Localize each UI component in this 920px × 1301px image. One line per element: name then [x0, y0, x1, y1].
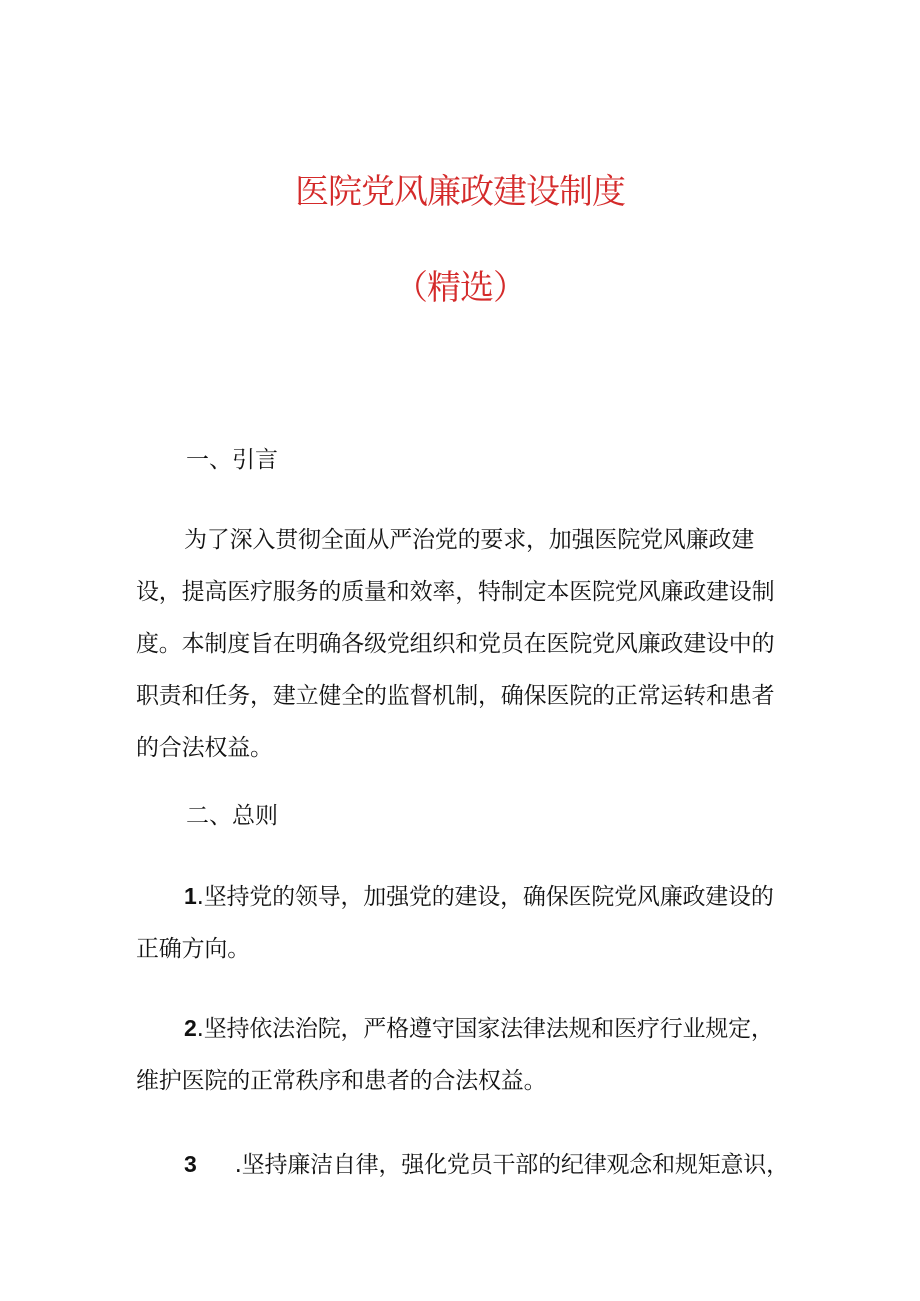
principle-item-number: 1 — [184, 883, 197, 909]
section-heading-introduction: 一、引言 — [186, 447, 278, 473]
document-title: 医院党风廉政建设制度 — [295, 172, 625, 212]
document-subtitle: （精选） — [394, 268, 526, 308]
principle-item-2 — [136, 1002, 796, 1107]
principle-item-text: .坚持党的领导，加强党的建设，确保医院党风廉政建设的正确方向。 — [136, 884, 774, 962]
section-heading-general-principles: 二、总则 — [186, 803, 278, 829]
principle-item-text: .坚持廉洁自律，强化党员干部的纪律观念和规矩意识， — [234, 1152, 789, 1178]
principle-item-text: .坚持依法治院，严格遵守国家法律法规和医疗行业规定，维护医院的正常秩序和患者的合法权益。 — [136, 1016, 774, 1094]
introduction-paragraph: 为了深入贯彻全面从严治党的要求，加强医院党风廉政建设，提高医疗服务的质量和效率，特制定本医院党风廉政建设制度。本制度旨在明确各级党组织和党员在医院党风廉政建设中的职责和任务，建立健全的监督机制，确保医院的正常运转和患者的合法权益。 — [136, 527, 775, 761]
principle-item-1 — [136, 870, 796, 975]
principle-item-number: 3 — [184, 1151, 197, 1177]
principle-item-number: 2 — [184, 1015, 197, 1041]
principle-item-3 — [136, 1138, 796, 1191]
